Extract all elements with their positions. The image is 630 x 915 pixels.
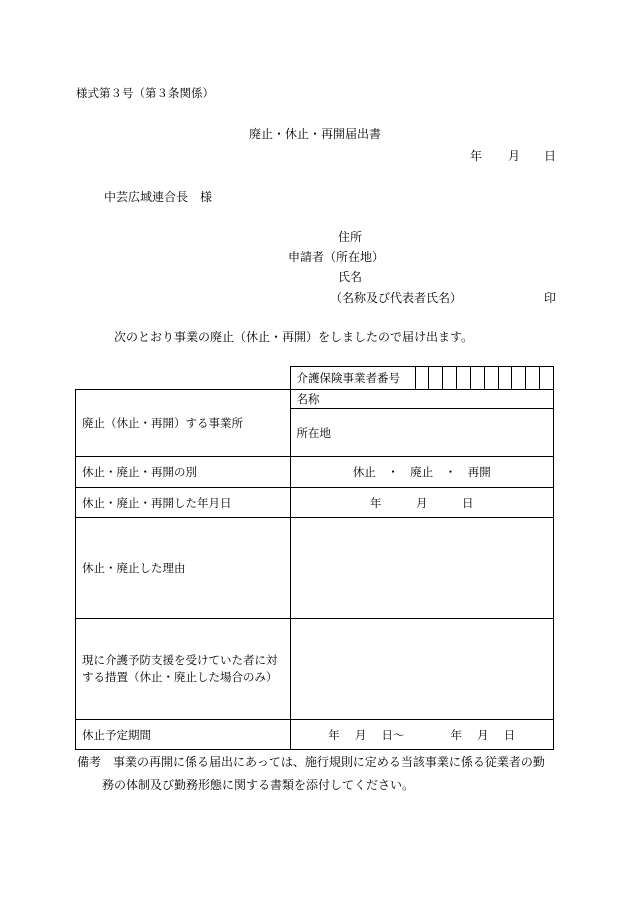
notification-form-table: [75, 366, 554, 750]
notes: [77, 751, 557, 797]
office-cell: [290, 390, 554, 457]
blank-cell: [76, 367, 291, 390]
date-day: 日: [544, 149, 557, 163]
digit-box[interactable]: [429, 367, 443, 389]
digit-box[interactable]: [540, 367, 553, 389]
reason-label: 休止・廃止した理由: [76, 518, 291, 619]
reason-field[interactable]: [290, 518, 554, 619]
address-label: 住所: [338, 230, 363, 244]
form-number: 様式第３号（第３条関係）: [76, 86, 214, 100]
date-month: 月: [508, 149, 521, 163]
date-label: 休止・廃止・再開した年月日: [76, 488, 291, 518]
digit-box[interactable]: [471, 367, 485, 389]
notes-line-1: 備考 事業の再開に係る届出にあっては、施行規則に定める当該事業に係る従業者の勤: [77, 755, 545, 769]
date-year: 年: [470, 149, 483, 163]
addressee: 中芸広域連合長 様: [104, 190, 213, 204]
period-value[interactable]: 年 月 日〜 年 月 日: [290, 720, 554, 750]
office-label: 廃止（休止・再開）する事業所: [76, 390, 291, 457]
period-label: 休止予定期間: [76, 720, 291, 750]
type-label: 休止・廃止・再開の別: [76, 457, 291, 488]
applicant-label: 申請者（所在地）: [288, 250, 385, 264]
intro-text: 次のとおり事業の廃止（休止・再開）をしましたので届け出ます。: [114, 330, 474, 344]
measures-field[interactable]: [290, 619, 554, 720]
digit-box[interactable]: [512, 367, 526, 389]
seal-mark: 印: [544, 291, 557, 305]
notes-line-2: 務の体制及び勤務形態に関する書類を添付してください。: [102, 778, 415, 792]
digit-box[interactable]: [457, 367, 471, 389]
date-value[interactable]: 年 月 日: [290, 488, 554, 518]
document-title: 廃止・休止・再開届出書: [248, 127, 381, 141]
digit-box[interactable]: [443, 367, 457, 389]
provider-number-label: 介護保険事業者番号: [291, 367, 416, 389]
type-options[interactable]: 休止 ・ 廃止 ・ 再開: [290, 457, 554, 488]
digit-box[interactable]: [499, 367, 513, 389]
office-address-label[interactable]: 所在地: [296, 425, 331, 440]
digit-box[interactable]: [416, 367, 430, 389]
office-name-label[interactable]: 名称: [291, 390, 554, 409]
digit-box[interactable]: [526, 367, 540, 389]
name-label: 氏名: [338, 270, 363, 284]
measures-label: 現に介護予防支援を受けていた者に対する措置（休止・廃止した場合のみ）: [76, 619, 291, 720]
provider-number-cell: [290, 367, 554, 390]
name-note: （名称及び代表者氏名）: [330, 291, 463, 305]
digit-box[interactable]: [485, 367, 499, 389]
